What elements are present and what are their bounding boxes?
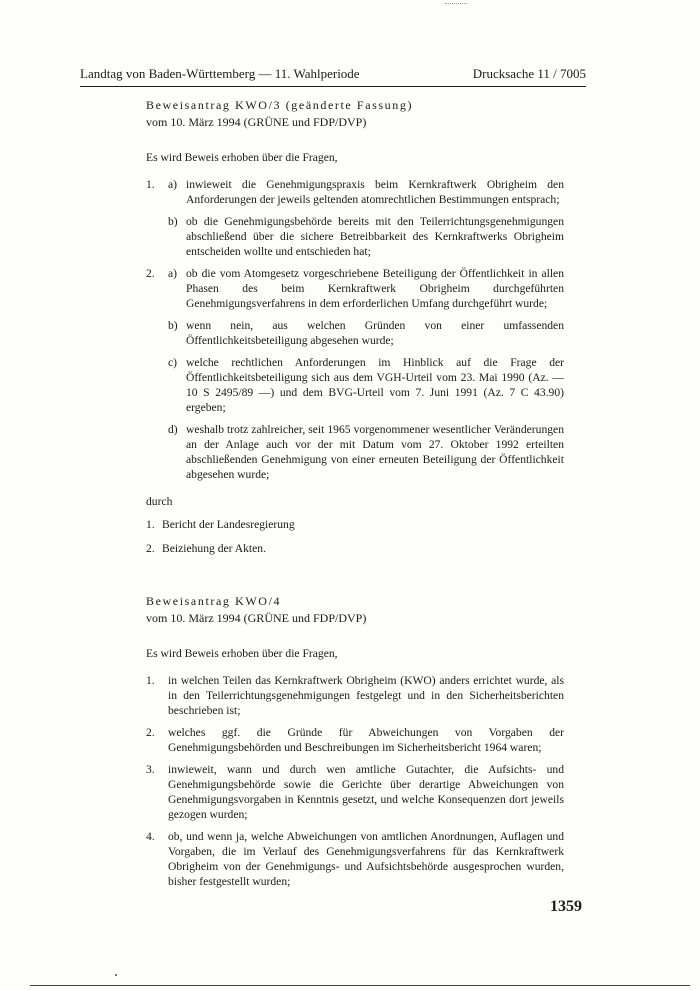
sub-text: ob die Genehmigungsbehörde bereits mit den Teilerrichtungsgenehmigungen abschließend über die sichere Betreibbarkeit des Kernkraftwerks Obrigheim entscheiden wollte und entschieden hat; — [186, 215, 564, 258]
question-text: in welchen Teilen das Kernkraftwerk Obrigheim (KWO) anders errichtet wurde, als in den Teilerrichtungsgenehmigungen festgelegt und in den Sicherheitsberichten beschrieben ist; — [168, 674, 564, 717]
subquestion-b — [168, 318, 564, 348]
question-2 — [146, 266, 564, 482]
question-text: ob, und wenn ja, welche Abweichungen von amtlichen Anordnungen, Auflagen und Vorgaben, die im Verlauf des Genehmigungsverfahrens für das Kernkraftwerk Obrigheim von der Genehmigungs- und Aufsichtsbehörde ausgesprochen wurden, bisher festgestellt wurden; — [168, 830, 564, 888]
header-document-number: Drucksache 11 / 7005 — [472, 66, 586, 81]
sub-letter: a) — [168, 267, 178, 280]
sub-letter: b) — [168, 319, 178, 332]
sub-letter: c) — [168, 356, 178, 369]
question-text: inwieweit, wann und durch wen amtliche Gutachter, die Aufsichts- und Genehmigungsbehörde sowie die Gerichte über derartige Abweichungen von Genehmigungsvorgaben in Kenntnis gesetzt, und welche Konsequenzen dort jeweils gezogen wurden; — [168, 763, 564, 821]
sub-text: ob die vom Atomgesetz vorgeschriebene Beteiligung der Öffentlichkeit in allen Phasen des beim Kernkraftwerk Obrigheim durchgeführten Genehmigungsverfahrens in dem erforderlichen Umfang durchgeführt wurde; — [186, 267, 564, 310]
question-text: welches ggf. die Gründe für Abweichungen von Vorgaben der Genehmigungsbehörden und Beschreibungen im Sicherheitsbericht 1964 waren; — [168, 726, 564, 754]
question-number: 2. — [146, 267, 155, 280]
evidence-method-2 — [146, 541, 564, 556]
durch-label: durch — [146, 495, 173, 508]
document-body — [146, 98, 564, 896]
evidence-method-1 — [146, 517, 564, 532]
motion-kwo4 — [146, 594, 564, 889]
sub-letter: a) — [168, 178, 178, 191]
question-3 — [146, 762, 564, 822]
question-2 — [146, 725, 564, 755]
subquestion-a — [168, 266, 564, 311]
method-text: Beiziehung der Akten. — [162, 542, 266, 555]
subquestion-c — [168, 355, 564, 415]
sub-text: welche rechtlichen Anforderungen im Hinblick auf die Frage der Öffentlichkeitsbeteiligung sich aus dem VGH-Urteil vom 23. Mai 1990 (Az. — 10 S 2495/89 —) und dem BVG-Urteil vom 7. Juni 1991 (Az. 7 C 43.90) ergeben; — [186, 356, 564, 414]
motion-intro: Es wird Beweis erhoben über die Fragen, — [146, 647, 338, 660]
motion-date: vom 10. März 1994 (GRÜNE und FDP/DVP) — [146, 611, 367, 625]
motion-intro: Es wird Beweis erhoben über die Fragen, — [146, 151, 338, 164]
sub-letter: b) — [168, 215, 178, 228]
header-parliament: Landtag von Baden-Württemberg — 11. Wahlperiode — [80, 66, 360, 81]
subquestion-a — [168, 177, 564, 207]
motion-title: Beweisantrag KWO/4 — [146, 594, 282, 608]
question-number: 2. — [146, 726, 155, 739]
subquestion-d — [168, 422, 564, 482]
motion-kwo3 — [146, 98, 564, 556]
method-number: 1. — [146, 518, 155, 531]
question-4 — [146, 829, 564, 889]
scan-mark — [115, 974, 117, 976]
scan-speck — [445, 3, 467, 4]
page-number: 1359 — [550, 898, 582, 915]
scan-edge-line — [30, 985, 690, 986]
question-1 — [146, 177, 564, 259]
question-1 — [146, 673, 564, 718]
question-number: 1. — [146, 178, 155, 191]
method-number: 2. — [146, 542, 155, 555]
sub-text: weshalb trotz zahlreicher, seit 1965 vorgenommener wesentlicher Veränderungen an der Anlage auch vor der mit Datum vom 27. Oktober 1992 erteilten abschließenden Genehmigung von einer erneuten Beteiligung der Öffentlichkeit abgesehen wurde; — [186, 423, 564, 481]
motion-title: Beweisantrag KWO/3 (geänderte Fassung) — [146, 98, 414, 112]
subquestion-b — [168, 214, 564, 259]
page-header — [80, 66, 586, 87]
question-number: 1. — [146, 674, 155, 687]
sub-letter: d) — [168, 423, 178, 436]
motion-date: vom 10. März 1994 (GRÜNE und FDP/DVP) — [146, 115, 367, 129]
method-text: Bericht der Landesregierung — [162, 518, 295, 531]
sub-text: wenn nein, aus welchen Gründen von einer umfassenden Öffentlichkeitsbeteiligung abgesehen wurde; — [186, 319, 564, 347]
question-number: 3. — [146, 763, 155, 776]
sub-text: inwieweit die Genehmigungspraxis beim Kernkraftwerk Obrigheim den Anforderungen der jeweils geltenden atomrechtlichen Bestimmungen entsprach; — [186, 178, 564, 206]
question-number: 4. — [146, 830, 155, 843]
